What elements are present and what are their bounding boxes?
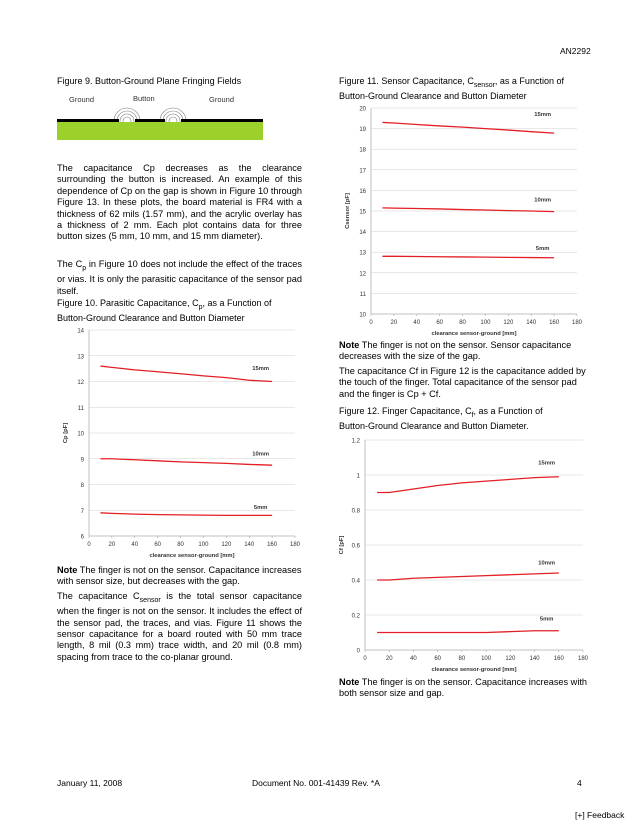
ground-right-label: Ground <box>209 95 235 104</box>
x-tick-label: 140 <box>244 542 255 548</box>
y-tick-label: 0.6 <box>351 543 360 550</box>
y-tick-label: 1 <box>356 473 360 480</box>
y-tick-label: 8 <box>80 483 84 489</box>
footer-page-number: 4 <box>577 778 582 788</box>
y-axis-label: Csensor [pF] <box>345 193 351 229</box>
feedback-link[interactable]: [+] Feedback <box>575 810 625 820</box>
board-substrate <box>57 122 263 140</box>
x-axis-label: clearance sensor-ground [mm] <box>149 553 235 559</box>
x-tick-label: 60 <box>436 320 444 326</box>
y-tick-label: 0 <box>356 648 360 655</box>
series-line-15mm <box>382 122 554 133</box>
series-label-15mm: 15mm <box>252 365 270 372</box>
y-tick-label: 13 <box>359 250 366 257</box>
series-line-5mm <box>100 513 272 516</box>
series-label-10mm: 10mm <box>252 451 270 458</box>
x-tick-label: 180 <box>571 320 583 326</box>
doc-code: AN2292 <box>560 46 591 56</box>
figure-11-caption: Figure 11. Sensor Capacitance, $C_{sensor}$, as a Function of Button-Ground Clearance and Button Diameter <box>339 76 564 101</box>
y-tick-label: 0.8 <box>351 508 360 515</box>
y-tick-label: 0.2 <box>351 613 360 620</box>
y-tick-label: 7 <box>80 508 84 515</box>
x-tick-label: 60 <box>154 542 162 548</box>
y-tick-label: 0.4 <box>351 578 360 585</box>
series-label-10mm: 10mm <box>534 197 552 204</box>
x-tick-label: 0 <box>363 656 367 662</box>
x-tick-label: 180 <box>289 542 301 548</box>
x-tick-label: 100 <box>481 656 492 662</box>
x-tick-label: 60 <box>434 656 442 662</box>
y-tick-label: 18 <box>359 147 366 154</box>
series-label-5mm: 5mm <box>539 616 554 623</box>
y-tick-label: 12 <box>359 271 366 278</box>
y-tick-label: 1.2 <box>351 438 360 445</box>
x-tick-label: 40 <box>413 320 421 326</box>
x-tick-label: 40 <box>131 542 139 548</box>
x-axis-label: clearance sensor-ground [mm] <box>431 331 517 337</box>
series-line-15mm <box>377 477 559 493</box>
x-tick-label: 160 <box>549 320 560 326</box>
y-tick-label: 16 <box>359 188 366 195</box>
ground-left-label: Ground <box>69 95 95 104</box>
series-line-5mm <box>382 256 554 257</box>
x-tick-label: 80 <box>459 320 466 326</box>
x-tick-label: 140 <box>529 656 540 662</box>
y-tick-label: 11 <box>359 291 366 298</box>
note-figure-10: Note The finger is not on the sensor. Capacitance increases with sensor size, but decreases with the gap. <box>57 565 302 587</box>
paragraph-cf: The capacitance Cf in Figure 12 is the capacitance added by the touch of the finger. Total capacitance of the sensor pad and the finger is Cp + Cf. <box>339 366 586 399</box>
y-tick-label: 12 <box>77 380 84 386</box>
ground-plane-right <box>181 119 263 122</box>
x-tick-label: 20 <box>385 656 393 662</box>
y-tick-label: 6 <box>80 534 84 541</box>
series-line-15mm <box>100 366 272 381</box>
x-tick-label: 80 <box>177 542 184 548</box>
figure-12-chart <box>335 432 593 674</box>
x-tick-label: 0 <box>369 320 373 326</box>
x-tick-label: 160 <box>553 656 564 662</box>
ground-plane-left <box>57 119 119 122</box>
footer-document-number: Document No. 001-41439 Rev. *A <box>252 778 380 788</box>
button-label: Button <box>133 94 155 103</box>
series-label-5mm: 5mm <box>535 246 550 253</box>
y-axis-label: Cp [pF] <box>63 422 69 444</box>
y-tick-label: 19 <box>359 127 366 134</box>
y-tick-label: 17 <box>359 168 366 175</box>
series-line-5mm <box>377 631 559 633</box>
series-label-5mm: 5mm <box>253 504 268 511</box>
x-tick-label: 100 <box>198 542 209 548</box>
x-tick-label: 120 <box>221 542 232 548</box>
paragraph-cp-decreases: The capacitance Cp decreases as the clearance surrounding the button is increased. An example of this dependence of Cp on the gap is shown in Figure 10 through Figure 13. In these plots, the board material is FR4 with a thickness of 62 mils (1.57 mm), and the acrylic overlay has a thickness of 2 mm. Each plot contains data for three button sizes (5 mm, 10 mm, and 15 mm diameter). <box>57 163 302 242</box>
y-axis-label: Cf [pF] <box>339 535 345 555</box>
x-tick-label: 20 <box>390 320 398 326</box>
x-tick-label: 80 <box>458 656 466 662</box>
button-pad <box>135 119 165 122</box>
x-tick-label: 160 <box>267 542 278 548</box>
y-tick-label: 20 <box>359 106 366 113</box>
figure-10-caption: Figure 10. Parasitic Capacitance, $C_p$, as a Function of Button-Ground Clearance and Button Diameter <box>57 298 272 323</box>
x-tick-label: 120 <box>503 320 514 326</box>
x-tick-label: 100 <box>480 320 491 326</box>
figure-12-caption: Figure 12. Finger Capacitance, $C_f$, as a Function of Button-Ground Clearance and Button Diameter. <box>339 406 543 431</box>
x-axis-label: clearance sensor-ground [mm] <box>431 667 517 673</box>
y-tick-label: 10 <box>359 312 366 319</box>
x-tick-label: 20 <box>108 542 116 548</box>
x-tick-label: 120 <box>505 656 516 662</box>
y-tick-label: 10 <box>77 431 84 438</box>
paragraph-cp-traces: The $C_p$ in Figure 10 does not include the effect of the traces or vias. It is only the parasitic capacitance of the sensor pad itself. <box>57 259 302 296</box>
x-tick-label: 0 <box>87 542 91 548</box>
figure-9-caption: Figure 9. Button-Ground Plane Fringing Fields <box>57 76 242 86</box>
paragraph-csensor: The capacitance $C_{sensor}$ is the total sensor capacitance when the finger is not on the sensor. It includes the effect of the sensor pad, the traces, and vias. Figure 11 shows the sensor capacitance for a board routed with 50 mm trace length, 8 mil (0.3 mm) trace width, and 20 mil (0.8 mm) spacing from trace to the co-planar ground. <box>57 591 302 662</box>
x-tick-label: 40 <box>410 656 417 662</box>
note-figure-12: Note The finger is on the sensor. Capacitance increases with both sensor size and gap. <box>339 677 588 699</box>
note-figure-11: Note The finger is not on the sensor. Sensor capacitance decreases with the size of the gap. <box>339 340 572 362</box>
y-tick-label: 13 <box>77 354 84 361</box>
figure-9-diagram <box>57 94 263 146</box>
y-tick-label: 14 <box>359 230 366 237</box>
figure-10-chart <box>57 322 307 564</box>
x-tick-label: 140 <box>526 320 537 326</box>
y-tick-label: 14 <box>77 328 84 335</box>
series-label-15mm: 15mm <box>538 460 556 467</box>
y-tick-label: 11 <box>77 405 84 412</box>
figure-11-chart <box>339 100 589 338</box>
y-tick-label: 15 <box>359 209 366 216</box>
x-tick-label: 180 <box>577 656 589 662</box>
y-tick-label: 9 <box>80 457 84 464</box>
series-label-15mm: 15mm <box>534 112 552 119</box>
series-line-10mm <box>100 459 272 465</box>
footer-date: January 11, 2008 <box>57 778 123 788</box>
series-label-10mm: 10mm <box>538 560 556 567</box>
series-line-10mm <box>377 573 559 580</box>
